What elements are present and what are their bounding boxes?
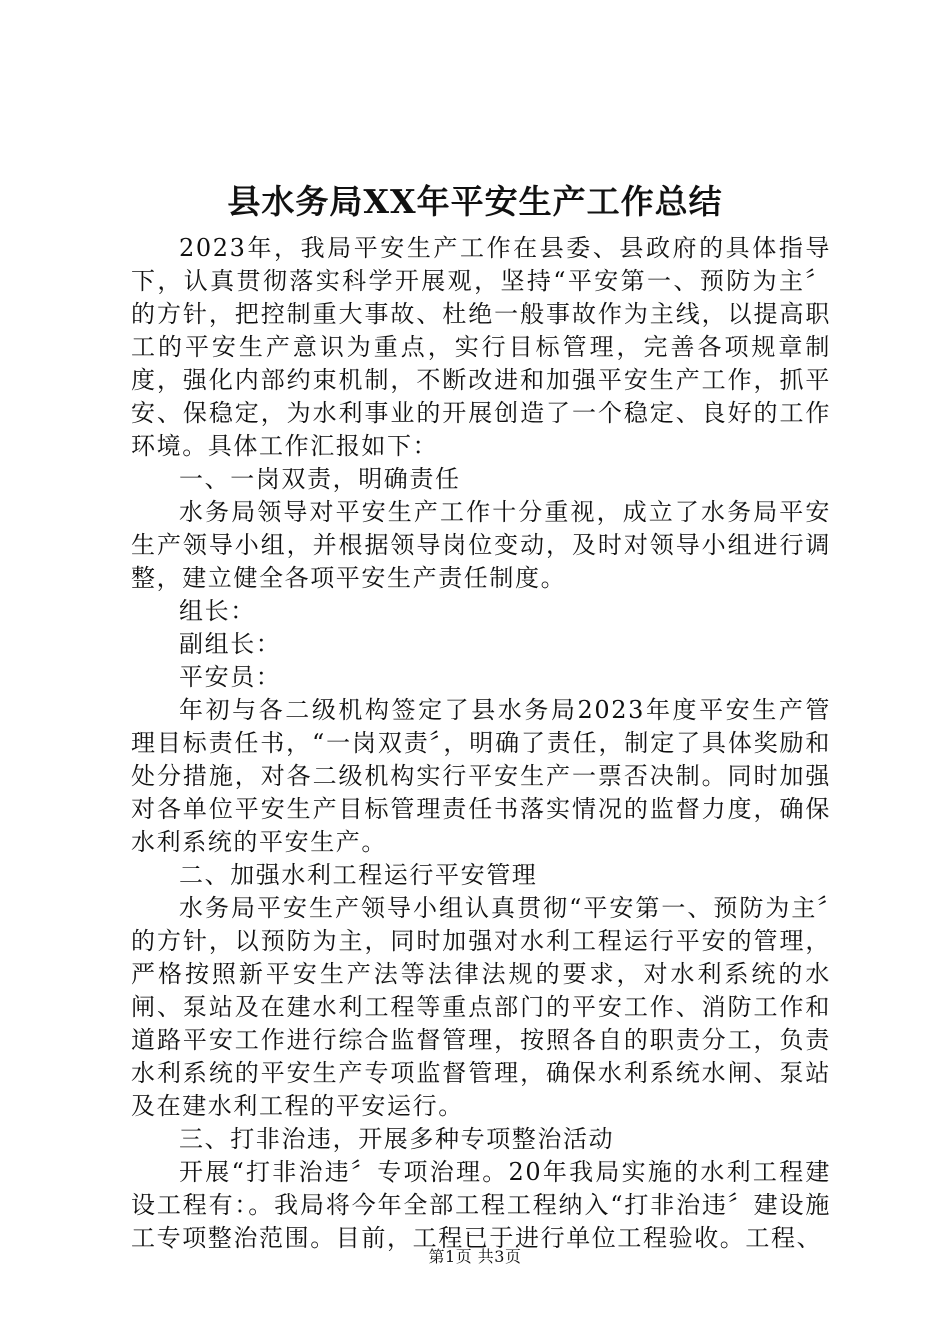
body-paragraph: 年初与各二级机构签定了县水务局2023年度平安生产管理目标责任书，“一岗双责〞，明确了责任，制定了具体奖励和处分措施，对各二级机构实行平安生产一票否决制。同时加强对各单位平安生产目标管理责任书落实情况的监督力度，确保水利系统的平安生产。 [131, 696, 831, 856]
section-heading-2: 二、加强水利工程运行平安管理 [179, 861, 538, 889]
document-body [131, 232, 831, 1255]
role-line-safety-officer: 平安员： [179, 663, 282, 691]
section-heading-1: 一、一岗双责，明确责任 [179, 465, 461, 493]
intro-paragraph: 2023年，我局平安生产工作在县委、县政府的具体指导下，认真贯彻落实科学开展观，坚持“平安第一、预防为主〞的方针，把控制重大事故、杜绝一般事故作为主线，以提高职工的平安生产意识为重点，实行目标管理，完善各项规章制度，强化内部约束机制，不断改进和加强平安生产工作，抓平安、保稳定，为水利事业的开展创造了一个稳定、良好的工作环境。具体工作汇报如下： [131, 234, 831, 460]
body-paragraph: 开展“打非治违〞专项治理。20年我局实施的水利工程建设工程有：。我局将今年全部工程工程纳入“打非治违〞建设施工专项整治范围。目前，工程已于进行单位工程验收。工程、 [131, 1158, 831, 1252]
page-number-footer: 第1页 共3页 [428, 1247, 522, 1266]
document-title: 县水务局XX年平安生产工作总结 [227, 182, 723, 221]
section-heading-3: 三、打非治违，开展多种专项整治活动 [179, 1125, 615, 1153]
body-paragraph: 水务局领导对平安生产工作十分重视，成立了水务局平安生产领导小组，并根据领导岗位变动，及时对领导小组进行调整，建立健全各项平安生产责任制度。 [131, 498, 831, 592]
role-line-leader: 组长： [179, 597, 256, 625]
role-line-deputy-leader: 副组长： [179, 630, 282, 658]
body-paragraph: 水务局平安生产领导小组认真贯彻“平安第一、预防为主〞的方针，以预防为主，同时加强对水利工程运行平安的管理，严格按照新平安生产法等法律法规的要求，对水利系统的水闸、泵站及在建水利工程等重点部门的平安工作、消防工作和道路平安工作进行综合监督管理，按照各自的职责分工，负责水利系统的平安生产专项监督管理，确保水利系统水闸、泵站及在建水利工程的平安运行。 [131, 894, 831, 1120]
